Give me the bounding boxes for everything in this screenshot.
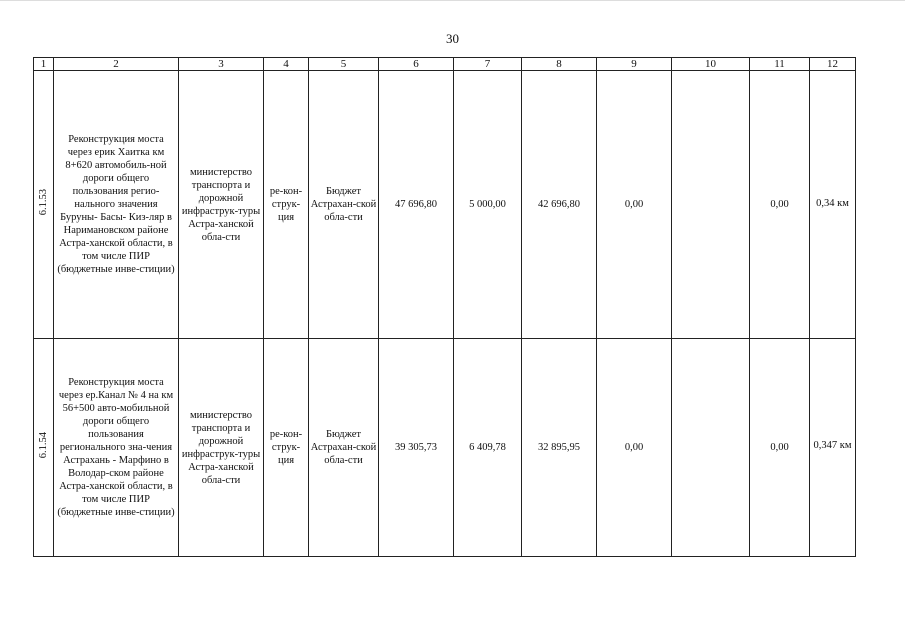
- col-header-11: 11: [750, 58, 810, 71]
- object-name: Реконструкция моста через ерик Хаитка км 8+620 автомобиль-ной дороги общего пользования регио-нального значения Буруны- Басы- Киз-ляр в Наримановском районе Астра-ханской области, в том числе ПИР (бюджетные инве-стиции): [54, 71, 179, 339]
- col-header-12: 12: [810, 58, 856, 71]
- col-header-7: 7: [454, 58, 522, 71]
- object-name: Реконструкция моста через ер.Канал № 4 на км 56+500 авто-мобильной дороги общего пользования регионального зна-чения Астрахань - Марфино в Володар-ском районе Астра-ханской области, в том числе ПИР (бюджетные инве-стиции): [54, 339, 179, 557]
- value-col-9: 0,00: [597, 339, 672, 557]
- work-type: ре-кон-струк-ция: [264, 339, 309, 557]
- capacity-cell: [810, 339, 856, 557]
- capacity-value: 0,34 км: [816, 198, 849, 209]
- row-code: 6.1.53: [38, 189, 49, 216]
- value-col-11: 0,00: [750, 71, 810, 339]
- budget-table: [33, 57, 856, 557]
- funding-source: Бюджет Астрахан-ской обла-сти: [309, 339, 379, 557]
- table-row: [34, 71, 856, 339]
- funding-source: Бюджет Астрахан-ской обла-сти: [309, 71, 379, 339]
- col-header-2: 2: [54, 58, 179, 71]
- row-code-cell: [34, 71, 54, 339]
- col-header-3: 3: [179, 58, 264, 71]
- value-col-8: 42 696,80: [522, 71, 597, 339]
- row-code-cell: [34, 339, 54, 557]
- work-type: ре-кон-струк-ция: [264, 71, 309, 339]
- value-col-6: 39 305,73: [379, 339, 454, 557]
- agency: министерство транспорта и дорожной инфраструк-туры Астра-ханской обла-сти: [179, 71, 264, 339]
- col-header-8: 8: [522, 58, 597, 71]
- col-header-1: 1: [34, 58, 54, 71]
- value-col-7: 6 409,78: [454, 339, 522, 557]
- capacity-value: 0,347 км: [813, 440, 852, 451]
- column-number-row: [34, 58, 856, 71]
- value-col-9: 0,00: [597, 71, 672, 339]
- value-col-6: 47 696,80: [379, 71, 454, 339]
- col-header-4: 4: [264, 58, 309, 71]
- capacity-cell: [810, 71, 856, 339]
- col-header-9: 9: [597, 58, 672, 71]
- agency: министерство транспорта и дорожной инфраструк-туры Астра-ханской обла-сти: [179, 339, 264, 557]
- page-number: 30: [446, 31, 459, 46]
- value-col-10: [672, 71, 750, 339]
- scan-edge: [0, 0, 905, 1]
- col-header-5: 5: [309, 58, 379, 71]
- value-col-10: [672, 339, 750, 557]
- row-code: 6.1.54: [38, 432, 49, 459]
- col-header-6: 6: [379, 58, 454, 71]
- value-col-11: 0,00: [750, 339, 810, 557]
- value-col-8: 32 895,95: [522, 339, 597, 557]
- table-row: [34, 339, 856, 557]
- col-header-10: 10: [672, 58, 750, 71]
- value-col-7: 5 000,00: [454, 71, 522, 339]
